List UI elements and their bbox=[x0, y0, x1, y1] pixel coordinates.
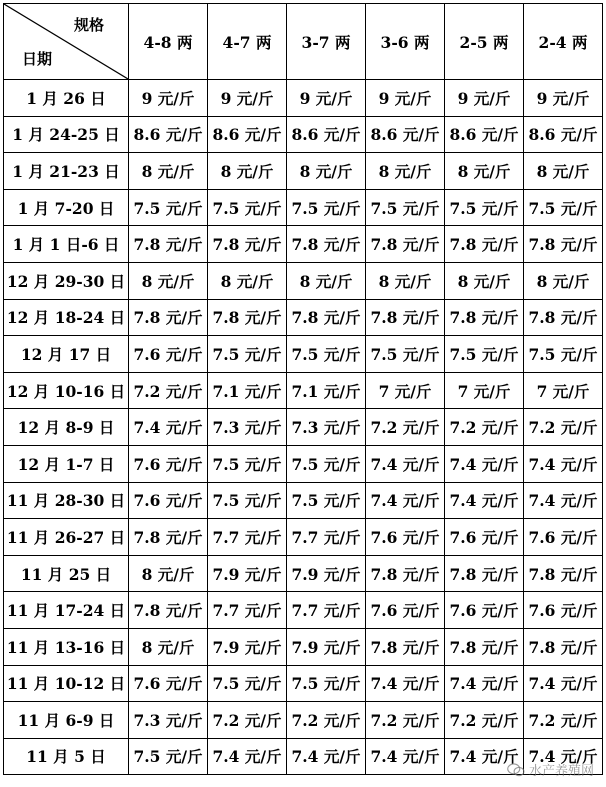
price-cell: 7.8 元/斤 bbox=[208, 226, 287, 263]
price-cell: 8.6 元/斤 bbox=[287, 116, 366, 153]
price-cell: 7.8 元/斤 bbox=[445, 226, 524, 263]
table-row bbox=[4, 153, 603, 190]
price-cell: 8 元/斤 bbox=[445, 262, 524, 299]
price-cell: 7.7 元/斤 bbox=[208, 519, 287, 556]
price-cell: 7.8 元/斤 bbox=[524, 299, 603, 336]
watermark bbox=[507, 760, 594, 779]
price-cell: 8 元/斤 bbox=[287, 153, 366, 190]
price-cell: 7.4 元/斤 bbox=[287, 738, 366, 775]
price-cell: 7.5 元/斤 bbox=[366, 189, 445, 226]
price-cell: 7.2 元/斤 bbox=[445, 409, 524, 446]
price-cell: 7.5 元/斤 bbox=[129, 738, 208, 775]
price-cell: 9 元/斤 bbox=[366, 80, 445, 117]
price-cell: 8 元/斤 bbox=[524, 262, 603, 299]
corner-header-cell bbox=[4, 4, 129, 80]
table-row bbox=[4, 80, 603, 117]
table-row bbox=[4, 262, 603, 299]
price-cell: 7.8 元/斤 bbox=[445, 628, 524, 665]
price-cell: 7.7 元/斤 bbox=[208, 592, 287, 629]
price-cell: 8 元/斤 bbox=[129, 555, 208, 592]
table-row bbox=[4, 409, 603, 446]
price-cell: 7.5 元/斤 bbox=[524, 189, 603, 226]
table-row bbox=[4, 519, 603, 556]
price-cell: 7.3 元/斤 bbox=[287, 409, 366, 446]
price-cell: 7.8 元/斤 bbox=[208, 299, 287, 336]
price-cell: 7.4 元/斤 bbox=[445, 738, 524, 775]
price-cell: 7.6 元/斤 bbox=[129, 665, 208, 702]
price-cell: 8 元/斤 bbox=[287, 262, 366, 299]
table-row bbox=[4, 226, 603, 263]
price-cell: 7.8 元/斤 bbox=[445, 299, 524, 336]
price-cell: 7.8 元/斤 bbox=[366, 555, 445, 592]
price-cell: 9 元/斤 bbox=[445, 80, 524, 117]
price-cell: 7.4 元/斤 bbox=[524, 445, 603, 482]
header-row bbox=[4, 4, 603, 80]
price-cell: 7.6 元/斤 bbox=[129, 482, 208, 519]
table-row bbox=[4, 336, 603, 373]
date-cell: 1 月 26 日 bbox=[4, 80, 129, 117]
price-cell: 7.5 元/斤 bbox=[366, 336, 445, 373]
price-cell: 7.9 元/斤 bbox=[287, 628, 366, 665]
date-cell: 11 月 5 日 bbox=[4, 738, 129, 775]
price-cell: 8 元/斤 bbox=[524, 153, 603, 190]
price-cell: 7.3 元/斤 bbox=[129, 702, 208, 739]
date-cell: 12 月 29-30 日 bbox=[4, 262, 129, 299]
price-cell: 7.9 元/斤 bbox=[208, 628, 287, 665]
price-cell: 7.1 元/斤 bbox=[208, 372, 287, 409]
price-cell: 7.4 元/斤 bbox=[524, 482, 603, 519]
price-cell: 7.4 元/斤 bbox=[208, 738, 287, 775]
price-cell: 7 元/斤 bbox=[366, 372, 445, 409]
price-cell: 7.5 元/斤 bbox=[524, 336, 603, 373]
date-cell: 12 月 18-24 日 bbox=[4, 299, 129, 336]
column-header-3-7: 3-7 两 bbox=[287, 4, 366, 80]
price-cell: 8 元/斤 bbox=[366, 153, 445, 190]
price-cell: 7.4 元/斤 bbox=[129, 409, 208, 446]
price-cell: 7.5 元/斤 bbox=[208, 445, 287, 482]
price-cell: 7.6 元/斤 bbox=[524, 519, 603, 556]
table-row bbox=[4, 372, 603, 409]
column-header-4-7: 4-7 两 bbox=[208, 4, 287, 80]
price-cell: 7.5 元/斤 bbox=[287, 336, 366, 373]
date-cell: 11 月 13-16 日 bbox=[4, 628, 129, 665]
price-cell: 7.9 元/斤 bbox=[208, 555, 287, 592]
price-cell: 7.5 元/斤 bbox=[208, 665, 287, 702]
price-cell: 7.8 元/斤 bbox=[524, 628, 603, 665]
table-body bbox=[4, 80, 603, 775]
price-cell: 7.6 元/斤 bbox=[445, 519, 524, 556]
date-cell: 11 月 26-27 日 bbox=[4, 519, 129, 556]
price-cell: 7.2 元/斤 bbox=[366, 702, 445, 739]
date-cell: 1 月 7-20 日 bbox=[4, 189, 129, 226]
date-cell: 11 月 6-9 日 bbox=[4, 702, 129, 739]
price-cell: 8 元/斤 bbox=[445, 153, 524, 190]
price-cell: 7.8 元/斤 bbox=[129, 519, 208, 556]
price-cell: 7.4 元/斤 bbox=[366, 665, 445, 702]
price-cell: 8.6 元/斤 bbox=[366, 116, 445, 153]
table-row bbox=[4, 665, 603, 702]
price-table bbox=[3, 3, 603, 775]
price-cell: 8.6 元/斤 bbox=[129, 116, 208, 153]
price-cell: 7.6 元/斤 bbox=[524, 592, 603, 629]
price-cell: 8.6 元/斤 bbox=[524, 116, 603, 153]
table-row bbox=[4, 445, 603, 482]
price-cell: 7.2 元/斤 bbox=[287, 702, 366, 739]
price-cell: 7.6 元/斤 bbox=[366, 592, 445, 629]
price-cell: 7.6 元/斤 bbox=[129, 336, 208, 373]
column-header-4-8: 4-8 两 bbox=[129, 4, 208, 80]
date-cell: 11 月 25 日 bbox=[4, 555, 129, 592]
table-row bbox=[4, 299, 603, 336]
date-cell: 12 月 17 日 bbox=[4, 336, 129, 373]
date-cell: 1 月 1 日-6 日 bbox=[4, 226, 129, 263]
table-row bbox=[4, 702, 603, 739]
price-cell: 7.8 元/斤 bbox=[129, 226, 208, 263]
price-cell: 7.5 元/斤 bbox=[287, 189, 366, 226]
price-cell: 7.5 元/斤 bbox=[287, 665, 366, 702]
table-row bbox=[4, 482, 603, 519]
price-cell: 7.9 元/斤 bbox=[287, 555, 366, 592]
price-cell: 7.8 元/斤 bbox=[129, 592, 208, 629]
price-cell: 7.5 元/斤 bbox=[208, 189, 287, 226]
price-cell: 7.4 元/斤 bbox=[445, 482, 524, 519]
price-cell: 7 元/斤 bbox=[445, 372, 524, 409]
date-cell: 11 月 28-30 日 bbox=[4, 482, 129, 519]
price-cell: 7.8 元/斤 bbox=[287, 226, 366, 263]
price-cell: 9 元/斤 bbox=[129, 80, 208, 117]
date-label: 日期 bbox=[22, 50, 53, 68]
price-cell: 7.4 元/斤 bbox=[445, 665, 524, 702]
price-cell: 7.8 元/斤 bbox=[524, 555, 603, 592]
price-cell: 9 元/斤 bbox=[208, 80, 287, 117]
price-cell: 7.8 元/斤 bbox=[366, 628, 445, 665]
price-cell: 7.6 元/斤 bbox=[129, 445, 208, 482]
price-cell: 7.8 元/斤 bbox=[524, 226, 603, 263]
column-header-2-5: 2-5 两 bbox=[445, 4, 524, 80]
price-cell: 7.5 元/斤 bbox=[129, 189, 208, 226]
column-header-2-4: 2-4 两 bbox=[524, 4, 603, 80]
price-cell: 7.5 元/斤 bbox=[287, 482, 366, 519]
price-cell: 7.8 元/斤 bbox=[366, 299, 445, 336]
price-cell: 7.2 元/斤 bbox=[445, 702, 524, 739]
price-cell: 7.4 元/斤 bbox=[366, 445, 445, 482]
price-cell: 7.7 元/斤 bbox=[287, 592, 366, 629]
price-cell: 7.5 元/斤 bbox=[208, 336, 287, 373]
price-cell: 7.5 元/斤 bbox=[445, 189, 524, 226]
date-cell: 1 月 21-23 日 bbox=[4, 153, 129, 190]
date-cell: 11 月 10-12 日 bbox=[4, 665, 129, 702]
price-cell: 8 元/斤 bbox=[129, 262, 208, 299]
price-cell: 7.6 元/斤 bbox=[445, 592, 524, 629]
price-cell: 7.4 元/斤 bbox=[366, 482, 445, 519]
price-cell: 7.8 元/斤 bbox=[287, 299, 366, 336]
price-cell: 8 元/斤 bbox=[129, 153, 208, 190]
price-cell: 7.5 元/斤 bbox=[208, 482, 287, 519]
price-cell: 7.8 元/斤 bbox=[445, 555, 524, 592]
price-cell: 8.6 元/斤 bbox=[445, 116, 524, 153]
price-cell: 7.2 元/斤 bbox=[524, 409, 603, 446]
table-row bbox=[4, 592, 603, 629]
price-cell: 7.6 元/斤 bbox=[366, 519, 445, 556]
table-row bbox=[4, 628, 603, 665]
price-cell: 7.3 元/斤 bbox=[208, 409, 287, 446]
table-row bbox=[4, 189, 603, 226]
date-cell: 11 月 17-24 日 bbox=[4, 592, 129, 629]
watermark-text: 水产养殖网 bbox=[528, 764, 594, 779]
date-cell: 12 月 10-16 日 bbox=[4, 372, 129, 409]
price-cell: 8 元/斤 bbox=[208, 153, 287, 190]
price-cell: 7.4 元/斤 bbox=[366, 738, 445, 775]
column-header-3-6: 3-6 两 bbox=[366, 4, 445, 80]
price-cell: 7.8 元/斤 bbox=[129, 299, 208, 336]
date-cell: 1 月 24-25 日 bbox=[4, 116, 129, 153]
date-cell: 12 月 8-9 日 bbox=[4, 409, 129, 446]
price-cell: 7.2 元/斤 bbox=[524, 702, 603, 739]
price-cell: 7.5 元/斤 bbox=[287, 445, 366, 482]
price-cell: 7.2 元/斤 bbox=[129, 372, 208, 409]
price-cell: 9 元/斤 bbox=[287, 80, 366, 117]
price-cell: 7.4 元/斤 bbox=[524, 665, 603, 702]
wechat-icon bbox=[507, 763, 525, 777]
price-cell: 7.1 元/斤 bbox=[287, 372, 366, 409]
price-cell: 7.5 元/斤 bbox=[445, 336, 524, 373]
price-cell: 7.2 元/斤 bbox=[208, 702, 287, 739]
price-cell: 9 元/斤 bbox=[524, 80, 603, 117]
price-cell: 8 元/斤 bbox=[129, 628, 208, 665]
price-cell: 7.8 元/斤 bbox=[366, 226, 445, 263]
table-row bbox=[4, 116, 603, 153]
date-cell: 12 月 1-7 日 bbox=[4, 445, 129, 482]
price-cell: 8.6 元/斤 bbox=[208, 116, 287, 153]
spec-label: 规格 bbox=[73, 16, 104, 34]
price-cell: 7.2 元/斤 bbox=[366, 409, 445, 446]
table-row bbox=[4, 555, 603, 592]
price-cell: 7.7 元/斤 bbox=[287, 519, 366, 556]
price-cell: 8 元/斤 bbox=[366, 262, 445, 299]
price-cell: 8 元/斤 bbox=[208, 262, 287, 299]
price-cell: 7 元/斤 bbox=[524, 372, 603, 409]
price-cell: 7.4 元/斤 bbox=[445, 445, 524, 482]
price-cell: 7.4 元/斤 bbox=[524, 738, 603, 775]
